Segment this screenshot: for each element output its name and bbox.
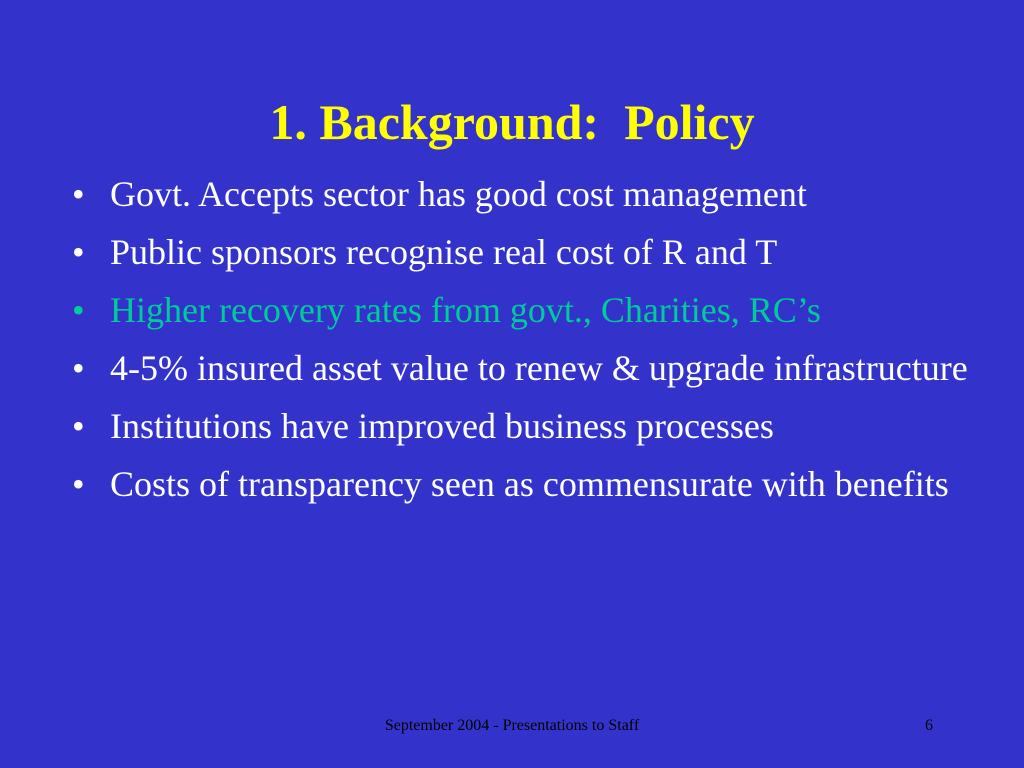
bullet-text: Higher recovery rates from govt., Charities, RC’s [110,290,821,330]
bullet-item [72,344,972,392]
bullet-point-icon: • [72,348,85,388]
bullet-item [72,228,972,276]
bullet-item [72,402,972,450]
bullet-item [72,170,972,218]
bullet-point-icon: • [72,406,85,446]
bullet-text: 4-5% insured asset value to renew & upgrade infrastructure [110,348,968,388]
bullet-text: Institutions have improved business processes [110,406,774,446]
bullet-text: Govt. Accepts sector has good cost management [110,174,807,214]
bullet-item-highlighted [72,286,972,334]
bullet-text: Public sponsors recognise real cost of R and T [110,232,778,272]
bullet-list [72,170,972,518]
page-number: 6 [925,717,933,734]
bullet-point-icon: • [72,174,85,214]
bullet-point-icon: • [72,464,85,504]
footer-text: September 2004 - Presentations to Staff [384,717,640,734]
bullet-point-icon: • [72,232,85,272]
bullet-item [72,460,972,508]
bullet-text: Costs of transparency seen as commensurate with benefits [110,464,949,504]
bullet-point-icon: • [72,290,85,330]
slide-title: 1. Background: Policy [269,94,755,150]
